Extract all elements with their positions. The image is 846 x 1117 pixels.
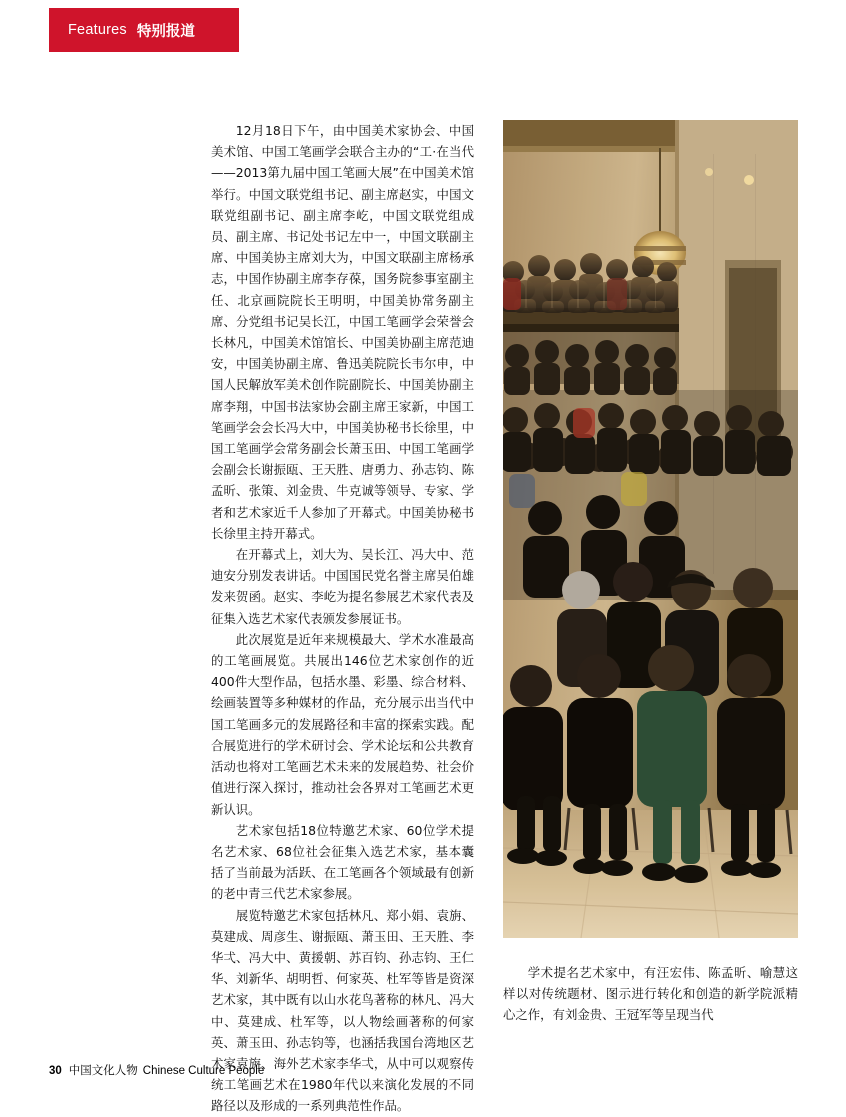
article-paragraph: 展览特邀艺术家包括林凡、郑小娟、袁旃、莫建成、周彦生、谢振瓯、萧玉田、王天胜、李华弌、冯大中、黄援朝、苏百钧、孙志钧、王仁华、刘新华、胡明哲、何家英、杜军等皆是资深艺术家，其中既有以山水花鸟著称的林凡、冯大中、莫建成、杜军等，以人物绘画著称的何家英、萧玉田、孙志钧等，也涵括我国台湾地区艺术家袁旃、海外艺术家李华弌，从中可以观察传统工笔画艺术在1980年代以来演化发展的不同路径以及形成的一系列典范性作品。: [211, 907, 474, 1114]
publication-name-en: Chinese Culture People: [142, 1065, 265, 1077]
article-right-column: [503, 962, 798, 1026]
section-header-tag: [49, 8, 239, 52]
page-number: 30: [49, 1065, 62, 1077]
article-paragraph: 学术提名艺术家中，有汪宏伟、陈孟昕、喻慧这样以对传统题材、图示进行转化和创造的新学院派精心之作，有刘金贵、王冠军等呈现当代: [503, 965, 798, 1023]
article-paragraph: 在开幕式上，刘大为、吴长江、冯大中、范迪安分别发表讲话。中国国民党名誉主席吴伯雄发来贺函。赵实、李屹为提名参展艺术家代表及征集入选艺术家代表颁发参展证书。: [211, 547, 474, 626]
exhibition-opening-audience-photo: [503, 120, 798, 938]
article-paragraph: 艺术家包括18位特邀艺术家、60位学术提名艺术家、68位社会征集入选艺术家，基本囊括了当前最为活跃、在工笔画各个领域最有创新的老中青三代艺术家参展。: [211, 822, 474, 902]
article-paragraph: 12月18日下午，由中国美术家协会、中国美术馆、中国工笔画学会联合主办的“工·在当代——2013第九届中国工笔画大展”在中国美术馆举行。中国文联党组书记、副主席赵实，中国文联党组副书记、副主席李屹，中国文联党组成员、副主席、书记处书记左中一，中国文联副主席、中国美协主席刘大为，中国文联副主席杨承志，中国作协副主席李存葆，国务院参事室副主任、北京画院院长王明明，中国美协常务副主席、分党组书记吴长江，中国工笔画学会荣誉会长林凡，中国美术馆馆长、中国美协副主席范迪安，中国美协副主席、鲁迅美院院长韦尔申，中国人民解放军美术创作院副院长、中国美协副主席李翔，中国书法家协会副主席王家新，中国工笔画学会会长冯大中，中国美协秘书长徐里，中国工笔画学会常务副会长萧玉田、中国工笔画学会副会长谢振瓯、王天胜、唐勇力、孙志钧、陈孟昕、张策、刘金贵、牛克诚等领导、专家、学者和艺术家近千人参加了开幕式。中国美协秘书长徐里主持开幕式。: [211, 123, 474, 541]
article-paragraph: 此次展览是近年来规模最大、学术水准最高的工笔画展览。共展出146位艺术家创作的近400件大型作品，包括水墨、彩墨、综合材料、绘画装置等多种媒材的作品，充分展示出当代中国工笔画多元的发展路径和丰富的探索实践。配合展览进行的学术研讨会、学术论坛和公共教育活动也将对工笔画艺术未来的发展趋势、社会价值进行深入探讨，推动社会各界对工笔画艺术更新认识。: [211, 631, 474, 817]
article-body-column: [211, 120, 474, 1117]
page-footer: [49, 1062, 264, 1078]
section-header-label-cn: 特别报道: [136, 23, 195, 40]
section-header-label-en: Features: [68, 22, 127, 38]
publication-name-cn: 中国文化人物: [68, 1063, 138, 1077]
photo-artwork: [503, 120, 798, 938]
